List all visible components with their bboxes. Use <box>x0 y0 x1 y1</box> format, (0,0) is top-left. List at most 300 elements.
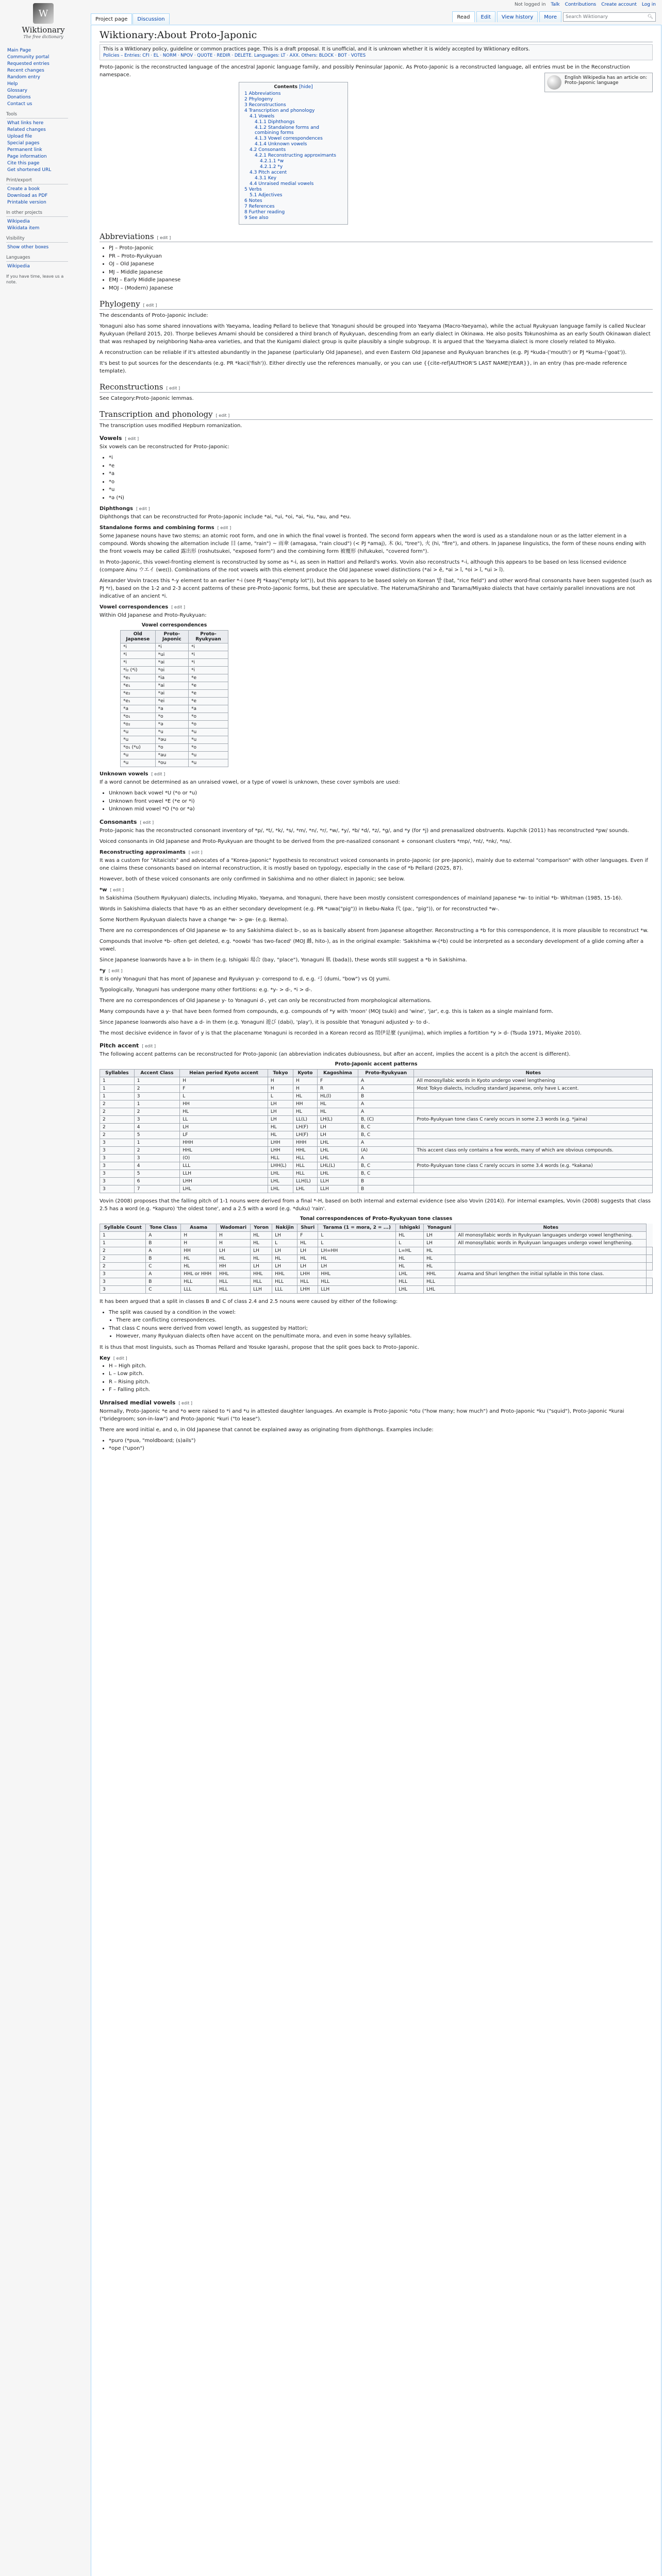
table-cell: L <box>268 1092 293 1100</box>
sidebar-item-permanent-link[interactable]: Permanent link <box>7 147 42 152</box>
sidebar-item-download-pdf[interactable]: Download as PDF <box>7 193 48 198</box>
table-cell: HLL <box>217 1278 251 1285</box>
table-cell: 3 <box>100 1270 146 1278</box>
table-cell: HHH <box>293 1139 317 1146</box>
approximants-p2: However, both of these voiced consonants are only confirmed in Sakishima and no other dialect in Japonic; see below. <box>100 876 405 882</box>
table-cell: *u <box>121 759 156 767</box>
table-header: Syllable Count <box>100 1224 146 1231</box>
toc-item[interactable]: 5.1 Adjectives <box>250 193 283 198</box>
sidebar-item-create-book[interactable]: Create a book <box>7 187 40 192</box>
table-cell <box>414 1108 653 1115</box>
toc-item[interactable]: 4.1.3 Vowel correspondences <box>255 136 323 141</box>
y-heading: *y [ edit ] <box>100 968 123 974</box>
table-cell: *a <box>188 705 228 713</box>
wiktionary-logo-icon: W <box>33 3 54 24</box>
table-cell <box>414 1100 653 1108</box>
table-cell: HL <box>268 1131 293 1139</box>
table-cell: LHH <box>297 1270 318 1278</box>
tab-project-page[interactable]: Project page <box>91 13 132 24</box>
edit-link[interactable]: [ edit ] <box>110 887 124 892</box>
y-p2: Typologically, Yonaguni has undergone many other fortitions: e.g. *y- > d-, *i > d-. <box>100 987 312 993</box>
table-cell: LLH <box>318 1285 396 1293</box>
key-heading: Key [ edit ] <box>100 1355 127 1361</box>
table-cell: Proto-Ryukyuan tone class C rarely occurs in some 2.3 words (e.g. *jaina) <box>414 1115 653 1123</box>
sidebar-item-recent-changes[interactable]: Recent changes <box>7 68 44 73</box>
toc-item[interactable]: 4.4 Unraised medial vowels <box>250 181 314 187</box>
transcription-heading: Transcription and phonology [ edit ] <box>100 410 653 420</box>
table-cell: LHH <box>268 1139 293 1146</box>
sidebar-item-random-entry[interactable]: Random entry <box>7 75 40 80</box>
table-cell: HL <box>318 1255 396 1262</box>
table-cell: HL <box>318 1100 358 1108</box>
table-cell: 1 <box>134 1100 179 1108</box>
table-cell: LHL <box>318 1170 358 1177</box>
table-cell: HLL <box>297 1278 318 1285</box>
table-cell: L=HL <box>396 1247 424 1255</box>
table-cell: LHL <box>396 1270 424 1278</box>
sidebar-item-requested-entries[interactable]: Requested entries <box>7 61 49 66</box>
approximants-p1: It was a custom for "Altaicists" and advocates of a "Korea-Japonic" hypothesis to reconstruct voiced consonants in proto-Japonic (or pre-Japonic), mainly due to external "comparison" with other languages. Even if one claims these consonants based on internal reconstruction, it is mostly based on typology, especially in the case of *b Pellard (2025, 87). <box>100 857 648 871</box>
table-header: Accent Class <box>134 1069 179 1077</box>
toc-item[interactable]: 4.2.1 Reconstructing approximants <box>255 153 336 158</box>
list-item: • OJ – Old Japanese <box>109 260 653 268</box>
table-cell: HL <box>293 1108 317 1115</box>
table-cell: *o <box>188 713 228 721</box>
table-cell: *u <box>188 728 228 736</box>
phylogeny-p3: A reconstruction can be reliable if it's attested abundantly in the Japanese (particularly Old Japanese), and even Eastern Old Japanese and Ryukyuan branches (e.g. PJ *kuda-('mouth') or PJ *kuma-('goat')). <box>100 350 627 355</box>
table-cell: LH <box>272 1231 297 1239</box>
table-cell: LHL <box>293 1185 317 1193</box>
table-cell: HL <box>396 1255 424 1262</box>
list-item: • *ə (*ɨ) <box>109 494 653 502</box>
pitch-accent-table <box>100 1069 653 1193</box>
table-cell: *o₁ <box>121 713 156 721</box>
sidebar-item-shortened-url[interactable]: Get shortened URL <box>7 167 52 173</box>
edit-link[interactable]: [ edit ] <box>216 413 230 418</box>
table-header: Proto-Ryukyuan <box>188 631 228 643</box>
table-cell: *ai <box>155 682 188 690</box>
unknown-vowels-p: If a word cannot be determined as an unraised vowel, or a type of vowel is unknown, these cover symbols are used: <box>100 779 400 785</box>
edit-link[interactable]: [ edit ] <box>143 303 157 308</box>
toc-item[interactable]: 4.2 Consonants <box>250 147 286 152</box>
diphthongs-heading: Diphthongs [ edit ] <box>100 506 150 512</box>
toc-item[interactable]: 4.2.1.1 *w <box>260 159 284 164</box>
create-account-link[interactable]: Create account <box>601 2 637 7</box>
table-header: Kyoto <box>293 1069 317 1077</box>
toc-item[interactable]: 1 Abbreviations <box>244 91 281 96</box>
edit-link[interactable]: [ edit ] <box>171 605 185 609</box>
table-cell: LHL <box>318 1146 358 1154</box>
table-cell: HL <box>268 1123 293 1131</box>
table-cell: B, C <box>358 1170 413 1177</box>
table-cell: A <box>358 1100 413 1108</box>
table-cell: *əi <box>155 690 188 698</box>
table-header: Notes <box>414 1069 653 1077</box>
contributions-link[interactable]: Contributions <box>565 2 597 7</box>
list-item: • PJ – Proto-Japonic <box>109 244 653 252</box>
table-cell <box>414 1123 653 1131</box>
table-cell <box>455 1255 647 1262</box>
table-cell: LH <box>250 1247 272 1255</box>
table-row <box>121 690 228 698</box>
edit-link[interactable]: [ edit ] <box>136 506 150 511</box>
table-row <box>121 759 228 767</box>
table-cell: Asama and Shuri lengthen the initial syllable in this tone class. <box>455 1270 647 1278</box>
table-row <box>121 752 228 759</box>
table-cell: LHL <box>268 1177 293 1185</box>
toc-item[interactable]: 4.3 Pitch accent <box>250 170 287 175</box>
sidebar-item-related-changes[interactable]: Related changes <box>7 127 46 132</box>
phylogeny-p4: It's best to put sources for the descendants (e.g. PR *kaci('fish')). Either directly use the references manually, or you can use {{cite-ref|AUTHOR'S LAST NAME|YEAR}}, in an entry (has pre-made reference template). <box>100 361 627 374</box>
toc-item[interactable]: 4.2.1.2 *y <box>260 164 283 170</box>
table-cell: *əi <box>155 659 188 667</box>
table-cell: LH(L) <box>318 1115 358 1123</box>
table-row <box>100 1278 653 1285</box>
log-in-link[interactable]: Log in <box>641 2 656 7</box>
transcription-p: The transcription uses modified Hepburn romanization. <box>100 423 242 429</box>
table-cell: *i <box>188 643 228 651</box>
sidebar-item-special-pages[interactable]: Special pages <box>7 141 40 146</box>
table-cell: HLL <box>396 1278 424 1285</box>
sidebar-other-projects <box>6 219 84 231</box>
sidebar-item-show-other-boxes[interactable]: Show other boxes <box>7 245 49 250</box>
top-bar <box>0 0 662 25</box>
list-item: • Unknown mid vowel *O (*o or *ə) <box>109 805 653 814</box>
table-cell: LH <box>272 1262 297 1270</box>
table-cell: LH <box>297 1247 318 1255</box>
list-item: • However, many Ryukyuan dialects often have accent on the penultimate mora, and even in some heavy syllables. <box>116 1332 653 1341</box>
table-cell: LHH(L) <box>268 1162 293 1170</box>
standalone-p1: Some Japanese nouns have two stems; an atomic root form, and one in which the final vowel is fronted. The second form appears when the word is used as a standalone noun or as the latter element in a compound. Words showing the alternation include 目 (ame, "rain") ~ 雨傘 (amagasa, "rain cloud") (< PJ *amaj), 木 (ki, "tree"), 火 (hi, "fire"), and others. In Japanese linguistics, the form of these nouns ending with the front vowels may be called 露出形 (roshutsukei, "exposed form") and the combining form 被覆形 (hifukukei, "covered form"). <box>100 533 646 554</box>
table-cell: *o <box>155 744 188 752</box>
table-row <box>100 1084 653 1092</box>
table-cell: 1 <box>100 1077 135 1084</box>
table-cell: LHH <box>180 1177 268 1185</box>
table-cell: A <box>358 1154 413 1162</box>
table-cell: *i <box>121 643 156 651</box>
sidebar-item-what-links-here[interactable]: What links here <box>7 121 44 126</box>
table-cell: HH <box>293 1100 317 1108</box>
table-cell: B <box>146 1239 181 1247</box>
table-cell: *e <box>188 682 228 690</box>
sidebar-item-contact-us[interactable]: Contact us <box>7 101 32 107</box>
w-p3: Some Northern Ryukyuan dialects have a change *w- > gw- (e.g. Ikema). <box>100 917 289 923</box>
key-list <box>109 1362 653 1394</box>
list-item: • The split was caused by a condition in the vowel: <box>109 1309 653 1317</box>
table-cell: (A) <box>358 1146 413 1154</box>
tab-more[interactable]: More <box>539 11 561 22</box>
w-p2: Words in Sakishima dialects that have *b as an either secondary development (e.g. PR *uwa("pig")) in Ikebu-Naka 代 (paː, "pig")), or for reconstructed *w-. <box>100 906 500 912</box>
w-p5: Compounds that involve *b- often get deleted, e.g. *oowbi 'has two-faced' (MOJ 雌, hito-), as in the original example: 'Sakishima w-(*b) could be interpreted as a secondary development of a glide coming after a vowel. <box>100 938 644 952</box>
table-cell: LH=HH <box>318 1247 396 1255</box>
table-row <box>121 698 228 705</box>
table-cell: *u <box>188 759 228 767</box>
y-p3: There are no correspondences of Old Japanese y- to Yonaguni d-, yet can only be reconstructed from morphological alternations. <box>100 997 432 1004</box>
table-cell <box>414 1170 653 1177</box>
sidebar-item-upload-file[interactable]: Upload file <box>7 134 32 139</box>
table-cell: LHL <box>318 1139 358 1146</box>
toc-item[interactable]: 4.1.4 Unknown vowels <box>255 142 307 147</box>
table-row <box>100 1177 653 1185</box>
table-cell: H <box>217 1231 251 1239</box>
table-cell: H <box>181 1239 217 1247</box>
table-row <box>100 1092 653 1100</box>
edit-link[interactable]: [ edit ] <box>113 1355 127 1361</box>
table-cell: LH <box>424 1231 455 1239</box>
edit-link[interactable]: [ edit ] <box>188 850 203 855</box>
table-cell: All monosyllabic words in Ryukyuan languages undergo vowel lengthening. <box>455 1231 647 1239</box>
table-cell: B <box>358 1092 413 1100</box>
table-cell: 7 <box>134 1185 179 1193</box>
pitch-accent-p3: It has been argued that a split in classes B and C of class 2.4 and 2.5 nouns were caused by either of the following: <box>100 1298 398 1304</box>
logo-subtitle: The free dictionary <box>23 35 63 39</box>
edit-link[interactable]: [ edit ] <box>151 772 166 776</box>
phylogeny-p2: Yonaguni also has some shared innovations with Yaeyama, leading Pellard to believe that Yonaguni should be grouped into Yaeyama (Macro-Yaeyama), while the actual Ryukyuan language family is called Nuclear Ryukyuan (Pellard 2015, 20). Thorpe believes Amami should be considered a third branch of Ryukyuan, descending from an early dialect in Okinawa. He also posits Tokunoshima as an early South Okinawan dialect that was reshaped by neighboring Naha-area varieties, and that the Kunigami dialect group is quite plausibly a single subgroup. It is argued that the Yaeyama dialect is more closely related to Miyako. <box>100 324 651 345</box>
table-cell: HL <box>250 1231 272 1239</box>
search-icon[interactable]: 🔍︎ <box>647 14 653 20</box>
table-cell: 2 <box>100 1131 135 1139</box>
table-cell: All monosyllabic words in Kyoto undergo vowel lengthening <box>414 1077 653 1084</box>
table-cell: 2 <box>134 1084 179 1092</box>
table-cell: HL <box>424 1247 455 1255</box>
toc-item[interactable]: 4.3.1 Key <box>255 176 277 181</box>
table-cell: HHL <box>250 1270 272 1278</box>
policy-notice-links: Policies – Entries: CFI · EL · NORM · NPOV · QUOTE · REDIR · DELETE. Languages: LT · AXX. Others: BLOCK · BOT · VOTES <box>103 53 366 58</box>
table-cell: LL <box>180 1115 268 1123</box>
list-item: • Unknown back vowel *U (*o or *u) <box>109 789 653 798</box>
table-cell: *u <box>121 752 156 759</box>
table-row <box>100 1247 653 1255</box>
tab-discussion[interactable]: Discussion <box>133 13 169 24</box>
tab-view-history[interactable]: View history <box>497 11 538 22</box>
edit-link[interactable]: [ edit ] <box>125 436 139 441</box>
sidebar-other-projects-heading: In other projects <box>6 210 68 217</box>
table-of-contents <box>239 82 348 225</box>
table-cell <box>414 1092 653 1100</box>
table-header: Wadomari <box>217 1224 251 1231</box>
table-row <box>100 1108 653 1115</box>
tab-read[interactable]: Read <box>452 11 474 22</box>
table-cell: LH <box>424 1239 455 1247</box>
y-p6: The most decisive evidence in favor of y is that the placename Yonaguni is recorded in a Korean record as 閏伊是麼 (yunijima), which implies a fortition *y > d- (Tsuda 1971, Miyake 2010). <box>100 1030 582 1036</box>
table-body <box>121 643 228 767</box>
search-input[interactable] <box>563 12 656 22</box>
namespace-tabs <box>91 13 170 24</box>
table-cell: *a <box>155 705 188 713</box>
sidebar-language-note: If you have time, leave us a note. <box>6 274 64 284</box>
table-cell <box>647 1262 653 1270</box>
edit-link[interactable]: [ edit ] <box>108 968 123 973</box>
table-cell <box>455 1285 647 1293</box>
table-cell: H <box>268 1084 293 1092</box>
table-row <box>100 1285 653 1293</box>
sidebar-navigation <box>6 48 84 107</box>
table-cell: *e₂ <box>121 690 156 698</box>
table-cell: Most Tokyo dialects, including standard Japanese, only have L accent. <box>414 1084 653 1092</box>
table-cell: HH <box>181 1247 217 1255</box>
consonants-p2: Voiced consonants in Old Japanese and Proto-Ryukyuan are thought to be derived from the pre-nasalized consonant + consonant clusters *mp/, *nt/, *nk/, *ns/. <box>100 838 512 844</box>
toc-item[interactable]: 9 See also <box>244 215 269 221</box>
table-cell: LH <box>250 1262 272 1270</box>
table-cell: *i₂ (*i) <box>121 667 156 674</box>
table-cell: 6 <box>134 1177 179 1185</box>
table-cell: F <box>318 1077 358 1084</box>
table-cell <box>414 1139 653 1146</box>
table-cell: LH <box>318 1123 358 1131</box>
list-item: • That class C nouns were derived from vowel length, as suggested by Hattori; <box>109 1325 653 1333</box>
edit-link[interactable]: [ edit ] <box>178 1400 193 1405</box>
toc-item[interactable]: 6 Notes <box>244 198 262 204</box>
sidebar-languages-heading: Languages <box>6 255 68 262</box>
table-cell: A <box>358 1084 413 1092</box>
table-cell: *o₂ <box>121 721 156 728</box>
abbreviations-heading: Abbreviations [ edit ] <box>100 232 653 242</box>
table-cell: *o₁ (*u) <box>121 744 156 752</box>
y-p5: Since Japanese loanwords also have a d- in them (e.g. Yonaguni 遊び (dabi), 'play'), it is possible that Yonaguni adjusted y- to d-. <box>100 1019 430 1025</box>
table-cell: B <box>358 1185 413 1193</box>
edit-link[interactable]: [ edit ] <box>140 820 154 825</box>
wikipedia-box[interactable] <box>544 73 653 92</box>
table-cell: *oi <box>155 667 188 674</box>
list-item: • Unknown front vowel *E (*e or *i) <box>109 798 653 806</box>
sidebar-item-glossary[interactable]: Glossary <box>7 88 27 93</box>
unknown-vowels-heading: Unknown vowels [ edit ] <box>100 771 166 777</box>
sidebar-item-main-page[interactable]: Main Page <box>7 48 31 53</box>
search-placeholder: Search Wiktionary <box>566 14 608 20</box>
table-cell: HHL <box>424 1270 455 1278</box>
toc-item[interactable]: 2 Phylogeny <box>244 97 273 102</box>
sidebar-tools <box>6 121 84 173</box>
table-cell: *i <box>155 643 188 651</box>
table-cell: L <box>272 1239 297 1247</box>
toc-item[interactable]: 4.1.2 Standalone forms and combining forms <box>255 125 320 135</box>
table-cell: 5 <box>134 1131 179 1139</box>
sidebar-item-wikidata[interactable]: Wikidata item <box>7 226 40 231</box>
table-row <box>121 713 228 721</box>
standalone-p3: Alexander Vovin traces this *-y element to an earlier *-i (see PJ *kaay("empty lot")), but this appears to be based solely on Korean 밭 (bat, "rice field") and other word-final consonants have been suggested (such as PJ *r), based on the 1-2 and 2-3 accent patterns of these pre-Proto-Japonic forms, but these are speculative. The Hateruma/Shiraho and Tarama/Miyako dialects that have certainly parallel innovations are not indicative of an ancient *i. <box>100 578 652 599</box>
table-cell: 1 <box>100 1092 135 1100</box>
table-cell: LHH <box>297 1285 318 1293</box>
table-cell: *ə <box>155 721 188 728</box>
table-cell: A <box>358 1139 413 1146</box>
table-header: Nakijin <box>272 1224 297 1231</box>
table-cell: *ei <box>155 698 188 705</box>
table-cell: HHH <box>180 1139 268 1146</box>
table-cell: LH <box>297 1262 318 1270</box>
toc-item[interactable]: 8 Further reading <box>244 210 285 215</box>
table-cell: 4 <box>134 1162 179 1170</box>
table-cell: LH(F) <box>293 1123 317 1131</box>
table-cell: HL <box>424 1262 455 1270</box>
toc-item[interactable]: 7 References <box>244 204 275 209</box>
sidebar-item-page-information[interactable]: Page information <box>7 154 47 159</box>
toc-item[interactable]: 4.1 Vowels <box>250 114 275 119</box>
sidebar-item-printable-version[interactable]: Printable version <box>7 200 46 205</box>
edit-link[interactable]: [ edit ] <box>166 386 180 391</box>
edit-link[interactable]: [ edit ] <box>157 235 171 240</box>
table-cell: LLH <box>250 1285 272 1293</box>
table-cell: LH <box>217 1247 251 1255</box>
table-cell: H <box>268 1077 293 1084</box>
table-row <box>121 682 228 690</box>
table-header: Heian period Kyoto accent <box>180 1069 268 1077</box>
table-cell: HL <box>181 1255 217 1262</box>
table-cell: 1 <box>100 1239 146 1247</box>
table-cell: 3 <box>100 1170 135 1177</box>
toc-hide-toggle[interactable]: [hide] <box>299 84 313 90</box>
table-cell: HHL <box>318 1270 396 1278</box>
table-row <box>100 1146 653 1154</box>
toc-item[interactable]: 4 Transcription and phonology <box>244 108 315 113</box>
standalone-heading: Standalone forms and combining forms [ edit ] <box>100 525 231 531</box>
toc-item[interactable]: 4.1.1 Diphthongs <box>255 120 295 125</box>
table-cell: R <box>318 1084 358 1092</box>
sidebar-item-community-portal[interactable]: Community portal <box>7 55 49 60</box>
table-header: Proto-Japonic <box>155 631 188 643</box>
sidebar-item-donations[interactable]: Donations <box>7 95 31 100</box>
table-cell: LLL <box>272 1285 297 1293</box>
page-title: Wiktionary:About Proto-Japonic <box>100 29 653 42</box>
table-cell: HL <box>180 1108 268 1115</box>
table-cell: *i <box>188 651 228 659</box>
table-cell: HLL <box>272 1278 297 1285</box>
edit-link[interactable]: [ edit ] <box>217 526 231 530</box>
table-cell: H <box>180 1077 268 1084</box>
table-row <box>100 1270 653 1278</box>
wikipedia-globe-icon <box>547 75 561 90</box>
table-cell: HL <box>297 1255 318 1262</box>
sidebar-tools-heading: Tools <box>6 112 68 118</box>
sidebar-languages <box>6 264 84 269</box>
consonants-p1: Proto-Japonic has the reconstructed consonant inventory of *p/, *t/, *k/, *s/, *m/, *n/, *r/, *w/, *y/, *b/ *d/, *z/, *g/, and *y (for *j) and prenasalized obstruents. Kupchik (2011) has reconstructed *pw/ sounds. <box>100 827 630 834</box>
table-cell: L <box>318 1231 396 1239</box>
unraised-heading: Unraised medial vowels [ edit ] <box>100 1399 193 1406</box>
table-header: Old Japanese <box>121 631 156 643</box>
table-cell: B, C <box>358 1131 413 1139</box>
table-cell: 3 <box>100 1185 135 1193</box>
table-cell: LLL <box>180 1162 268 1170</box>
talk-link[interactable]: Talk <box>551 2 560 7</box>
toc-item[interactable]: 5 Verbs <box>244 187 262 192</box>
site-logo[interactable] <box>7 3 79 39</box>
table-cell: HL <box>250 1239 272 1247</box>
table-row <box>100 1115 653 1123</box>
table-cell: *əu <box>155 736 188 744</box>
view-tabs <box>452 11 656 22</box>
table-caption: Proto-Japonic accent patterns <box>335 1061 418 1067</box>
sidebar-item-cite-page[interactable]: Cite this page <box>7 161 40 166</box>
sidebar-item-help[interactable]: Help <box>7 81 18 87</box>
list-item: • *i <box>109 454 653 462</box>
table-cell: 2 <box>100 1100 135 1108</box>
table-row <box>121 721 228 728</box>
w-p4: There are no correspondences of Old Japanese w- to any Sakishima dialect b-, so as is basically absent from Japanese altogether. Reconstructing a *b for this correspondence, it is more plausible to reconstruct *w. <box>100 927 649 934</box>
tab-edit[interactable]: Edit <box>476 11 495 22</box>
sidebar-item-lang-wikipedia[interactable]: Wikipedia <box>7 264 30 269</box>
vowel-correspondences-table-wrap <box>120 622 653 767</box>
table-cell: 2 <box>100 1255 146 1262</box>
table-caption: Tonal correspondences of Proto-Ryukyuan tone classes <box>300 1215 453 1222</box>
edit-link[interactable]: [ edit ] <box>142 1043 156 1048</box>
table-cell: LH <box>268 1115 293 1123</box>
unraised-p2: There are word initial e, and o, in Old Japanese that cannot be explained away as originating from diphthongs. Examples include: <box>100 1427 434 1433</box>
toc-item[interactable]: 3 Reconstructions <box>244 103 286 108</box>
table-header: Yoron <box>250 1224 272 1231</box>
table-cell: LF <box>180 1131 268 1139</box>
sidebar-item-wikipedia[interactable]: Wikipedia <box>7 219 30 224</box>
table-cell: 2 <box>100 1115 135 1123</box>
list-item: • PR – Proto-Ryukyuan <box>109 252 653 261</box>
